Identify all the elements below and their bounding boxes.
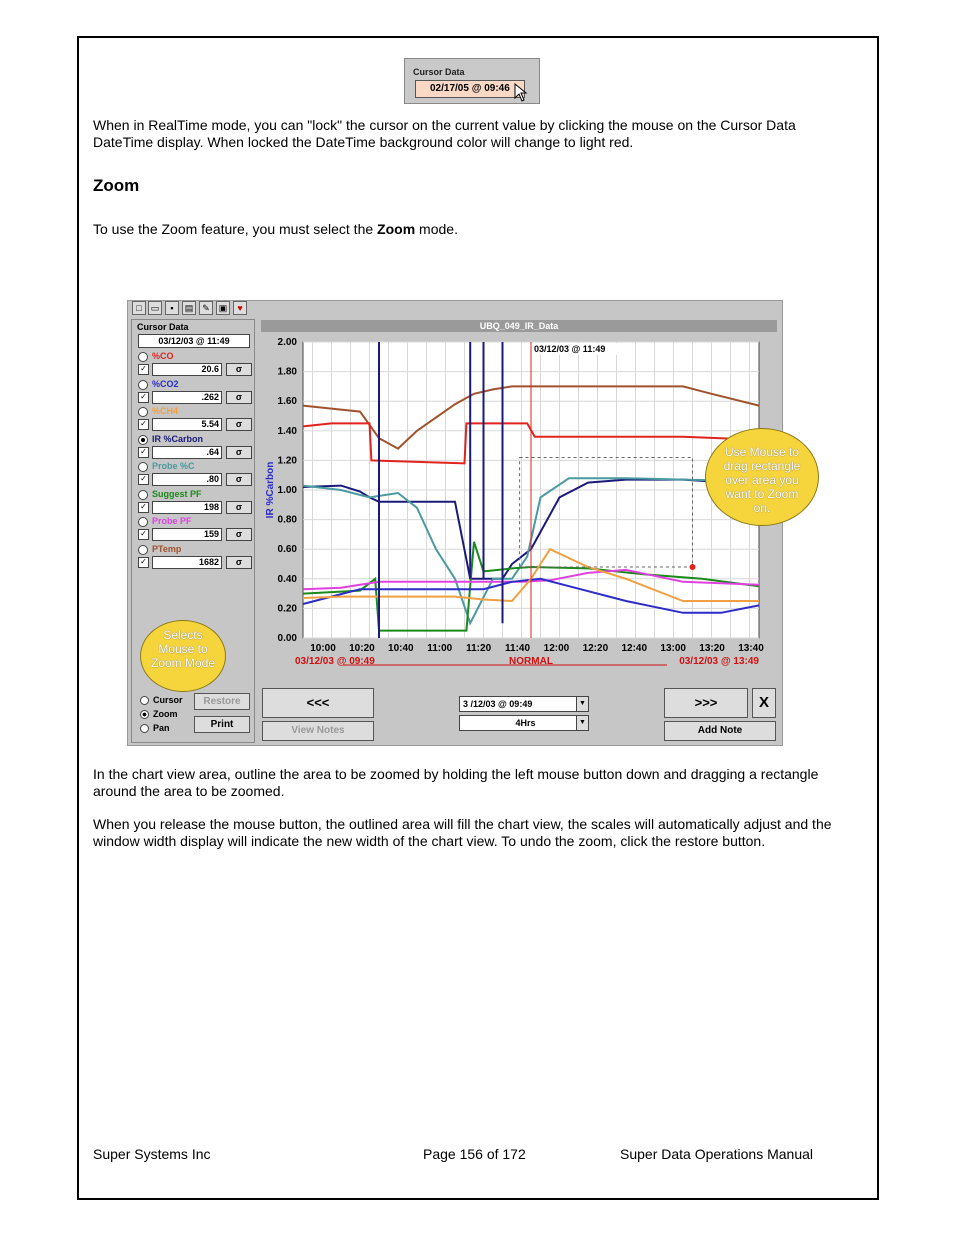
x-tick-label: 10:40 — [388, 643, 414, 654]
y-tick-label: 1.40 — [277, 425, 297, 437]
series-value: .262 — [152, 391, 222, 404]
series-name: Probe %C — [152, 461, 195, 471]
y-axis-label: IR %Carbon — [265, 461, 276, 519]
y-tick-label: 0.80 — [277, 514, 297, 526]
series-row — [138, 462, 254, 490]
mode-zoom[interactable]: Zoom — [140, 709, 178, 719]
zoom-release-paragraph: When you release the mouse button, the outlined area will fill the chart view, the scales will automatically adjust and the window width display will indicate the new width of the chart view. To undo the zoom, click the restore button. — [93, 816, 832, 849]
y-tick-label: 0.60 — [277, 544, 297, 556]
width-combo[interactable]: 4Hrs ▼ — [459, 715, 589, 731]
window-icon[interactable]: ▣ — [216, 301, 230, 315]
previous-button[interactable]: <<< — [262, 688, 374, 718]
series-visible-checkbox[interactable]: ✓ — [138, 419, 149, 430]
series-row — [138, 407, 254, 435]
x-tick-label: 13:40 — [738, 643, 764, 654]
series-select-radio[interactable] — [138, 435, 148, 445]
zoom-anchor-point — [690, 564, 696, 570]
series-value: 198 — [152, 501, 222, 514]
series-visible-checkbox[interactable]: ✓ — [138, 557, 149, 568]
heart-icon[interactable]: ♥ — [233, 301, 247, 315]
x-tick-label: 13:00 — [660, 643, 686, 654]
chart-view[interactable] — [261, 332, 777, 678]
chevron-down-icon[interactable]: ▼ — [576, 697, 588, 711]
new-icon[interactable]: □ — [132, 301, 146, 315]
mode-cursor[interactable]: Cursor — [140, 695, 183, 705]
left-panel — [131, 319, 255, 743]
series-name: Suggest PF — [152, 488, 202, 499]
save-icon[interactable]: ▪ — [165, 301, 179, 315]
y-tick-label: 0.00 — [277, 633, 297, 644]
app-screenshot — [127, 300, 801, 746]
start-date-combo[interactable]: 3 /12/03 @ 09:49 ▼ — [459, 696, 589, 712]
x-tick-label: 11:00 — [427, 643, 453, 654]
sigma-button[interactable]: σ — [226, 556, 252, 569]
series-visible-checkbox[interactable]: ✓ — [138, 392, 149, 403]
x-tick-label: 11:20 — [466, 643, 492, 654]
cursor-data-label: Cursor Data — [413, 67, 465, 77]
zoom-intro: To use the Zoom feature, you must select the Zoom mode. — [93, 221, 458, 237]
y-tick-label: 1.60 — [277, 396, 297, 408]
sigma-button[interactable]: σ — [226, 391, 252, 404]
y-tick-label: 1.80 — [277, 366, 297, 378]
series-value: .64 — [152, 446, 222, 459]
series-select-radio[interactable] — [138, 380, 148, 390]
footer-company: Super Systems Inc — [93, 1146, 211, 1162]
series-visible-checkbox[interactable]: ✓ — [138, 447, 149, 458]
series-row — [138, 517, 254, 545]
x-tick-label: 12:20 — [582, 643, 609, 654]
print-button[interactable]: Print — [194, 716, 250, 733]
series-name: Probe PF — [152, 516, 192, 526]
series-name: IR %Carbon — [152, 433, 204, 444]
series-name: %CH4 — [152, 406, 179, 416]
cursor-data-title: Cursor Data — [137, 322, 189, 332]
sigma-button[interactable]: σ — [226, 446, 252, 459]
cursor-data-datetime[interactable]: 02/17/05 @ 09:46 — [415, 80, 525, 98]
series-value: 20.6 — [152, 363, 222, 376]
mode-pan[interactable]: Pan — [140, 723, 170, 733]
zoom-instructions-paragraph: In the chart view area, outline the area to be zoomed by holding the left mouse button down and dragging a rectangle around the area to be zoomed. — [93, 766, 819, 799]
add-note-button[interactable]: Add Note — [664, 721, 776, 741]
printer-icon[interactable]: ▤ — [182, 301, 196, 315]
x-tick-label: 11:40 — [505, 643, 531, 654]
cursor-date-field[interactable]: 03/12/03 @ 11:49 — [138, 334, 250, 348]
callout-drag-rectangle: Use Mouse to drag rectangle over area you want to Zoom on. — [705, 428, 819, 526]
callout-zoom-mode: Selects Mouse to Zoom Mode — [140, 620, 226, 692]
end-time-label: 03/12/03 @ 13:49 — [679, 656, 759, 667]
footer-page-number: Page 156 of 172 — [423, 1146, 526, 1162]
series-name: %CO2 — [152, 378, 179, 389]
sigma-button[interactable]: σ — [226, 501, 252, 514]
edit-icon[interactable]: ✎ — [199, 301, 213, 315]
next-button[interactable]: >>> — [664, 688, 748, 718]
x-tick-label: 13:20 — [699, 643, 725, 654]
x-tick-label: 10:00 — [310, 643, 336, 654]
series-visible-checkbox[interactable]: ✓ — [138, 474, 149, 485]
footer-manual-title: Super Data Operations Manual — [620, 1146, 813, 1162]
restore-button[interactable]: Restore — [194, 693, 250, 710]
series-select-radio[interactable] — [138, 407, 148, 417]
chevron-down-icon[interactable]: ▼ — [576, 716, 588, 730]
status-label: NORMAL — [509, 656, 553, 667]
sigma-button[interactable]: σ — [226, 363, 252, 376]
sigma-button[interactable]: σ — [226, 528, 252, 541]
chart-title: UBQ_049_IR_Data — [261, 320, 777, 332]
y-tick-label: 1.00 — [277, 485, 297, 496]
series-name: PTemp — [152, 543, 182, 554]
mouse-pointer-icon — [514, 83, 528, 103]
close-button[interactable]: X — [752, 688, 776, 718]
sigma-button[interactable]: σ — [226, 473, 252, 486]
y-tick-label: 2.00 — [277, 337, 297, 348]
series-name: %CO — [152, 351, 174, 361]
series-row — [138, 435, 254, 463]
series-visible-checkbox[interactable]: ✓ — [138, 502, 149, 513]
series-select-radio[interactable] — [138, 352, 148, 362]
series-row — [138, 490, 254, 518]
series-value: 1682 — [152, 556, 222, 569]
series-value: .80 — [152, 473, 222, 486]
view-notes-button[interactable]: View Notes — [262, 721, 374, 741]
open-folder-icon[interactable]: ▭ — [148, 301, 162, 315]
series-value: 5.54 — [152, 418, 222, 431]
x-tick-label: 10:20 — [349, 643, 375, 654]
series-select-radio[interactable] — [138, 490, 148, 500]
series-visible-checkbox[interactable]: ✓ — [138, 364, 149, 375]
y-tick-label: 0.40 — [277, 573, 297, 585]
series-row — [138, 352, 254, 380]
series-row — [138, 380, 254, 408]
cursor-date-label: 03/12/03 @ 11:49 — [534, 344, 606, 354]
intro-paragraph: When in RealTime mode, you can "lock" the cursor on the current value by clicking the mouse on the Cursor Data DateTime display. When locked the DateTime background color will change to light red. — [93, 117, 796, 150]
series-select-radio[interactable] — [138, 462, 148, 472]
y-tick-label: 1.20 — [277, 455, 297, 467]
cursor-data-crop — [404, 58, 540, 104]
sigma-button[interactable]: σ — [226, 418, 252, 431]
x-tick-label: 12:40 — [621, 643, 648, 654]
series-visible-checkbox[interactable]: ✓ — [138, 529, 149, 540]
series-select-radio[interactable] — [138, 545, 148, 555]
y-tick-label: 0.20 — [277, 603, 297, 615]
section-heading: Zoom — [93, 176, 140, 195]
x-tick-label: 12:00 — [543, 643, 570, 654]
start-time-label: 03/12/03 @ 09:49 — [295, 656, 375, 667]
series-value: 159 — [152, 528, 222, 541]
series-row — [138, 545, 254, 573]
toolbar — [128, 301, 784, 317]
series-select-radio[interactable] — [138, 517, 148, 527]
